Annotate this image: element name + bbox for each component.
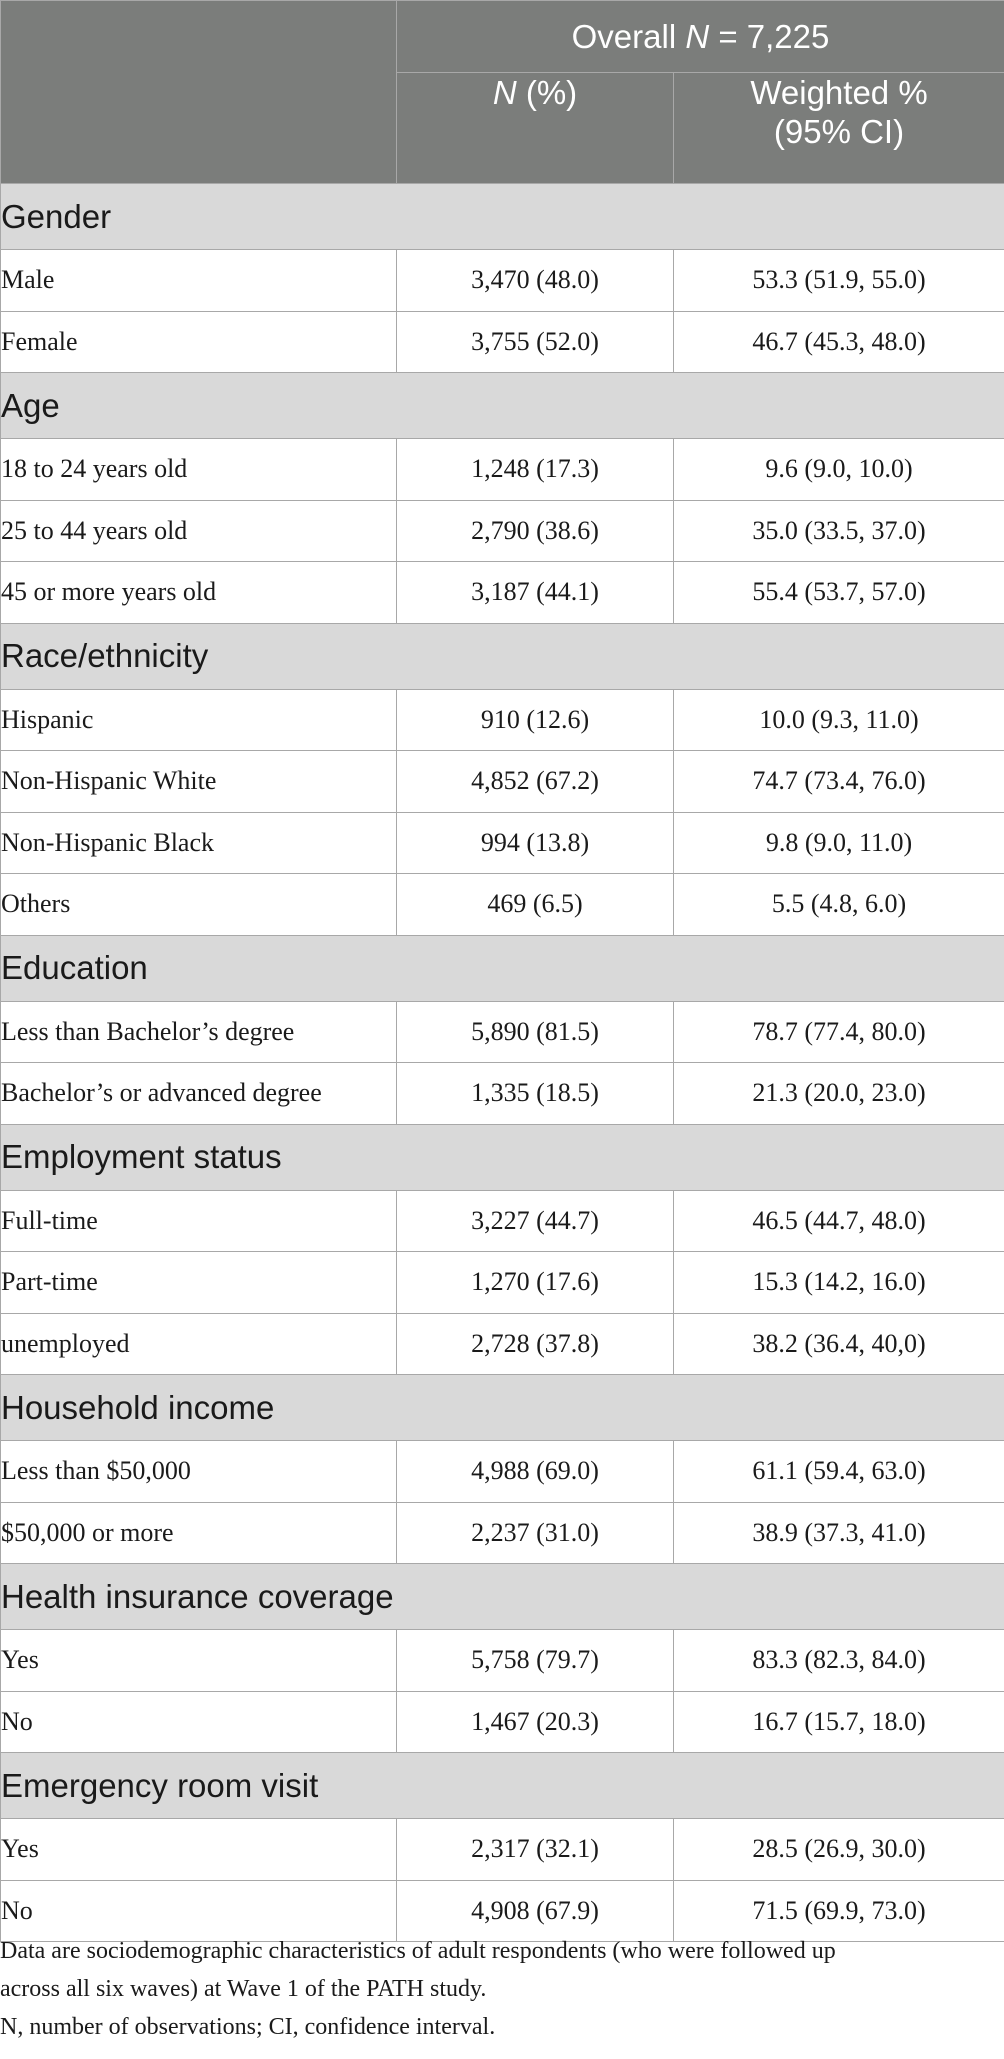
row-n-percent: 2,317 (32.1) [397, 1819, 674, 1881]
row-n-percent: 910 (12.6) [397, 689, 674, 751]
row-weighted-percent: 83.3 (82.3, 84.0) [674, 1630, 1004, 1692]
section-title: Emergency room visit [1, 1753, 1004, 1819]
row-n-percent: 1,335 (18.5) [397, 1063, 674, 1125]
row-weighted-percent: 46.7 (45.3, 48.0) [674, 311, 1004, 373]
header-blank-cell [1, 1, 397, 184]
row-weighted-percent: 38.2 (36.4, 40,0) [674, 1313, 1004, 1375]
table-row [1, 1313, 1004, 1375]
section-row [1, 1753, 1004, 1819]
row-n-percent: 3,470 (48.0) [397, 250, 674, 312]
row-n-percent: 1,248 (17.3) [397, 439, 674, 501]
row-label: Non-Hispanic White [1, 751, 397, 813]
row-label: Female [1, 311, 397, 373]
col-weighted-line2: (95% CI) [773, 113, 905, 150]
row-label: No [1, 1880, 397, 1942]
table-row [1, 1252, 1004, 1314]
row-n-percent: 2,237 (31.0) [397, 1502, 674, 1564]
table-header [1, 1, 1004, 184]
section-title: Age [1, 373, 1004, 439]
row-weighted-percent: 38.9 (37.3, 41.0) [674, 1502, 1004, 1564]
row-n-percent: 2,790 (38.6) [397, 500, 674, 562]
row-weighted-percent: 71.5 (69.9, 73.0) [674, 1880, 1004, 1942]
row-n-percent: 1,467 (20.3) [397, 1691, 674, 1753]
overall-suffix: = 7,225 [709, 17, 830, 55]
header-row-overall [1, 1, 1004, 73]
row-label: Others [1, 874, 397, 936]
footnote-line-1: Data are sociodemographic characteristics of adult respondents (who were followed up [0, 1938, 836, 1964]
col-n-suffix: (%) [516, 74, 578, 111]
table-row [1, 1630, 1004, 1692]
row-n-percent: 5,890 (81.5) [397, 1001, 674, 1063]
row-n-percent: 5,758 (79.7) [397, 1630, 674, 1692]
row-weighted-percent: 46.5 (44.7, 48.0) [674, 1190, 1004, 1252]
table-row [1, 500, 1004, 562]
table-row [1, 1691, 1004, 1753]
row-label: Bachelor’s or advanced degree [1, 1063, 397, 1125]
row-label: Non-Hispanic Black [1, 812, 397, 874]
row-label: 25 to 44 years old [1, 500, 397, 562]
header-weighted [674, 73, 1004, 184]
table-row [1, 689, 1004, 751]
table-row [1, 1502, 1004, 1564]
row-weighted-percent: 21.3 (20.0, 23.0) [674, 1063, 1004, 1125]
table-row [1, 1819, 1004, 1881]
row-label: Less than Bachelor’s degree [1, 1001, 397, 1063]
table-footnotes [0, 1932, 1000, 2046]
row-weighted-percent: 5.5 (4.8, 6.0) [674, 874, 1004, 936]
section-title: Employment status [1, 1124, 1004, 1190]
row-label: Less than $50,000 [1, 1441, 397, 1503]
row-label: Hispanic [1, 689, 397, 751]
table-row [1, 311, 1004, 373]
row-n-percent: 2,728 (37.8) [397, 1313, 674, 1375]
row-n-percent: 469 (6.5) [397, 874, 674, 936]
section-title: Health insurance coverage [1, 1564, 1004, 1630]
row-n-percent: 3,755 (52.0) [397, 311, 674, 373]
row-label: Yes [1, 1630, 397, 1692]
row-label: Part-time [1, 1252, 397, 1314]
row-label: $50,000 or more [1, 1502, 397, 1564]
table-row [1, 1001, 1004, 1063]
row-weighted-percent: 35.0 (33.5, 37.0) [674, 500, 1004, 562]
section-title: Household income [1, 1375, 1004, 1441]
row-n-percent: 994 (13.8) [397, 812, 674, 874]
row-weighted-percent: 74.7 (73.4, 76.0) [674, 751, 1004, 813]
table-row [1, 812, 1004, 874]
section-title: Race/ethnicity [1, 623, 1004, 689]
table-row [1, 1063, 1004, 1125]
row-weighted-percent: 61.1 (59.4, 63.0) [674, 1441, 1004, 1503]
row-n-percent: 4,908 (67.9) [397, 1880, 674, 1942]
header-n-percent [397, 73, 674, 184]
section-row [1, 1375, 1004, 1441]
footnote-line-2: across all six waves) at Wave 1 of the PATH study. [0, 1976, 487, 2002]
table-row [1, 439, 1004, 501]
table-row [1, 562, 1004, 624]
section-row [1, 623, 1004, 689]
row-weighted-percent: 9.8 (9.0, 11.0) [674, 812, 1004, 874]
row-label: unemployed [1, 1313, 397, 1375]
row-weighted-percent: 16.7 (15.7, 18.0) [674, 1691, 1004, 1753]
table-row [1, 1441, 1004, 1503]
overall-prefix: Overall [571, 17, 686, 55]
col-n-symbol: N [492, 74, 517, 111]
section-row [1, 184, 1004, 250]
table-row [1, 874, 1004, 936]
section-title: Gender [1, 184, 1004, 250]
row-weighted-percent: 28.5 (26.9, 30.0) [674, 1819, 1004, 1881]
row-weighted-percent: 15.3 (14.2, 16.0) [674, 1252, 1004, 1314]
section-row [1, 1124, 1004, 1190]
section-row [1, 1564, 1004, 1630]
row-n-percent: 3,187 (44.1) [397, 562, 674, 624]
overall-n-symbol: N [685, 17, 710, 55]
section-title: Education [1, 935, 1004, 1001]
table-row [1, 1190, 1004, 1252]
footnote-line-3: N, number of observations; CI, confidence interval. [0, 2014, 496, 2040]
section-row [1, 373, 1004, 439]
row-n-percent: 4,852 (67.2) [397, 751, 674, 813]
table-row [1, 250, 1004, 312]
row-label: Full-time [1, 1190, 397, 1252]
row-n-percent: 4,988 (69.0) [397, 1441, 674, 1503]
header-overall [397, 1, 1004, 73]
row-label: No [1, 1691, 397, 1753]
row-weighted-percent: 10.0 (9.3, 11.0) [674, 689, 1004, 751]
table-row [1, 751, 1004, 813]
row-label: 18 to 24 years old [1, 439, 397, 501]
row-weighted-percent: 78.7 (77.4, 80.0) [674, 1001, 1004, 1063]
section-row [1, 935, 1004, 1001]
row-n-percent: 1,270 (17.6) [397, 1252, 674, 1314]
row-weighted-percent: 55.4 (53.7, 57.0) [674, 562, 1004, 624]
row-label: Yes [1, 1819, 397, 1881]
row-weighted-percent: 9.6 (9.0, 10.0) [674, 439, 1004, 501]
table-body [1, 184, 1004, 1942]
row-label: 45 or more years old [1, 562, 397, 624]
row-n-percent: 3,227 (44.7) [397, 1190, 674, 1252]
row-label: Male [1, 250, 397, 312]
row-weighted-percent: 53.3 (51.9, 55.0) [674, 250, 1004, 312]
col-weighted-line1: Weighted % [750, 74, 928, 111]
